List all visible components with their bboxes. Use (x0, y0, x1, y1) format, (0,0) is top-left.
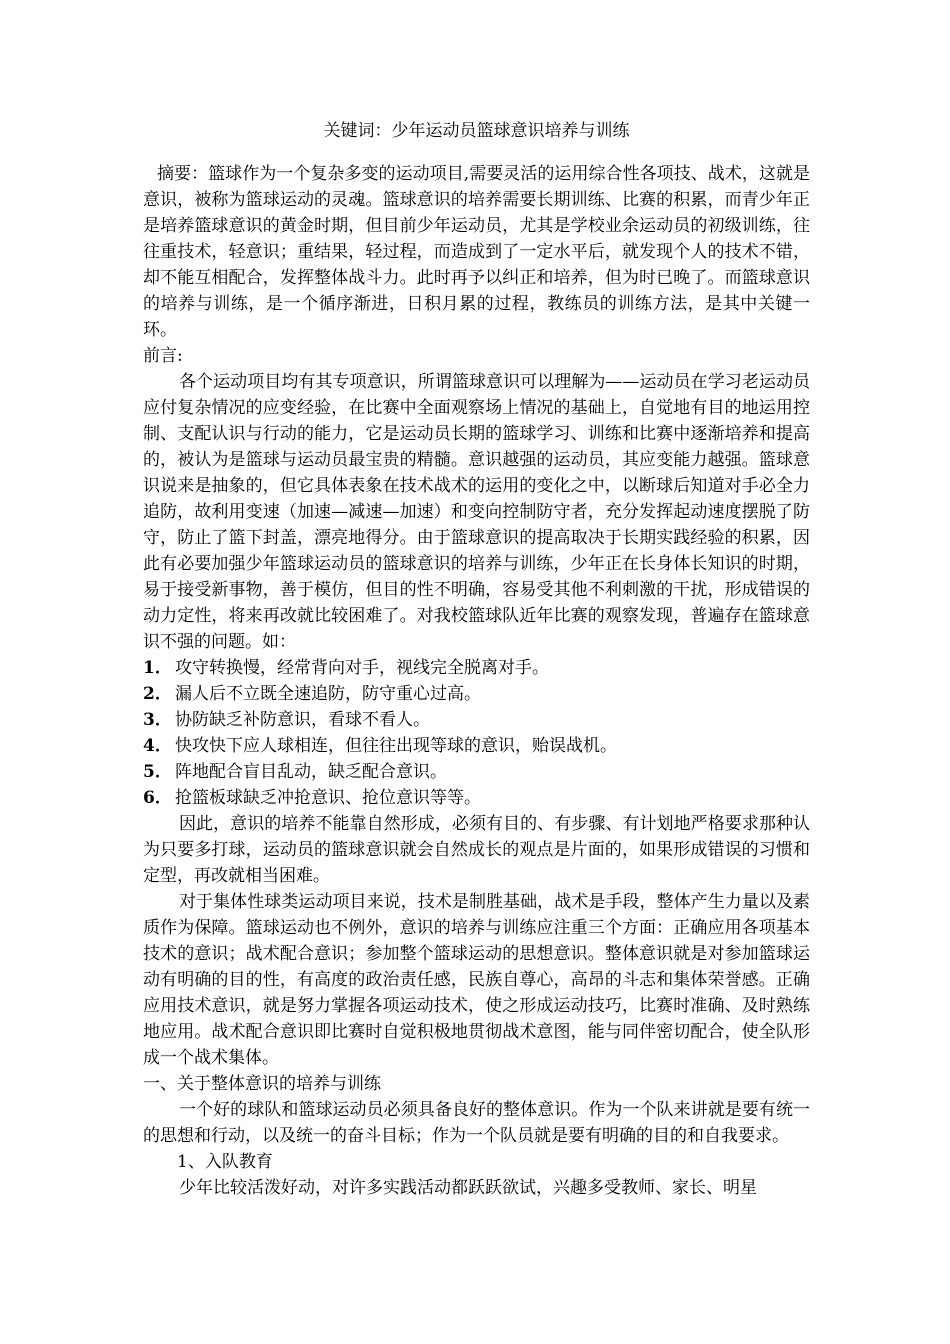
subsection-paragraph: 少年比较活泼好动，对许多实践活动都跃跃欲试，兴趣多受教师、家长、明星 (179, 1178, 757, 1198)
list-item-number: 3． (143, 710, 172, 730)
problem-list (143, 655, 810, 811)
subsection-heading: 1、入队教育 (177, 1152, 273, 1172)
list-item (143, 707, 810, 733)
list-item-number: 1． (143, 658, 172, 678)
list-item (143, 733, 810, 759)
list-item (143, 655, 810, 681)
body-paragraph: 因此，意识的培养不能靠自然形成，必须有目的、有步骤、有计划地严格要求那种认为只要多打球，运动员的篮球意识就会自然成长的观点是片面的，如果形成错误的习惯和定型，再改就相当困难。 (143, 814, 810, 886)
list-item-text: 攻守转换慢，经常背向对手，视线完全脱离对手。 (175, 658, 549, 678)
list-item-text: 协防缺乏补防意识，看球不看人。 (175, 710, 430, 730)
body-paragraph: 对于集体性球类运动项目来说，技术是制胜基础，战术是手段，整体产生力量以及素质作为保障。篮球运动也不例外，意识的培养与训练应注重三个方面：正确应用各项基本技术的意识；战术配合意识；参加整个篮球运动的思想意识。整体意识就是对参加篮球运动有明确的目的性，有高度的政治责任感，民族自尊心，高昂的斗志和集体荣誉感。正确应用技术意识，就是努力掌握各项运动技术，使之形成运动技巧，比赛时准确、及时熟练地应用。战术配合意识即比赛时自觉积极地贯彻战术意图，能与同伴密切配合，使全队形成一个战术集体。 (143, 892, 810, 1068)
preface-heading: 前言: (143, 346, 183, 366)
list-item-number: 5． (143, 762, 172, 782)
list-item-text: 漏人后不立既全速追防，防守重心过高。 (175, 684, 481, 704)
section-heading: 一、关于整体意识的培养与训练 (143, 1074, 381, 1094)
abstract-paragraph: 摘要：篮球作为一个复杂多变的运动项目,需要灵活的运用综合性各项技、战术，这就是意识，被称为篮球运动的灵魂。篮球意识的培养需要长期训练、比赛的积累，而青少年正是培养篮球意识的黄金时期，但目前少年运动员，尤其是学校业余运动员的初级训练，往往重技术，轻意识；重结果，轻过程，而造成到了一定水平后，就发现个人的技术不错，却不能互相配合，发挥整体战斗力。此时再予以纠正和培养，但为时已晚了。而篮球意识的培养与训练，是一个循序渐进，日积月累的过程，教练员的训练方法，是其中关键一环。 (143, 164, 810, 340)
preface-paragraph: 各个运动项目均有其专项意识，所谓篮球意识可以理解为——运动员在学习老运动员应付复杂情况的应变经验，在比赛中全面观察场上情况的基础上，自觉地有目的地运用控制、支配认识与行动的能力，它是运动员长期的篮球学习、训练和比赛中逐渐培养和提高的，被认为是篮球与运动员最宝贵的精髓。意识越强的运动员，其应变能力越强。篮球意识说来是抽象的，但它具体表象在技术战术的运用的变化之中，以断球后知道对手必全力追防，故利用变速（加速—减速—加速）和变向控制防守者，充分发挥起动速度摆脱了防守，防止了篮下封盖，漂亮地得分。由于篮球意识的提高取决于长期实践经验的积累，因此有必要加强少年篮球运动员的篮球意识的培养与训练，少年正在长身体长知识的时期，易于接受新事物，善于模仿，但目的性不明确，容易受其他不利刺激的干扰，形成错误的动力定性，将来再改就比较困难了。对我校篮球队近年比赛的观察发现，普遍存在篮球意识不强的问题。如： (143, 372, 810, 652)
list-item (143, 759, 810, 785)
list-item (143, 681, 810, 707)
list-item-number: 2． (143, 684, 172, 704)
list-item-number: 6． (143, 788, 172, 808)
list-item-number: 4． (143, 736, 172, 756)
list-item-text: 快攻快下应人球相连，但往往出现等球的意识，贻误战机。 (175, 736, 617, 756)
list-item-text: 抢篮板球缺乏冲抢意识、抢位意识等等。 (175, 788, 481, 808)
document-title: 关键词：少年运动员篮球意识培养与训练 (323, 121, 630, 141)
section-paragraph: 一个好的球队和篮球运动员必须具备良好的整体意识。作为一个队来讲就是要有统一的思想和行动，以及统一的奋斗目标；作为一个队员就是要有明确的目的和自我要求。 (143, 1100, 810, 1146)
list-item-text: 阵地配合盲目乱动，缺乏配合意识。 (175, 762, 447, 782)
list-item (143, 785, 810, 811)
